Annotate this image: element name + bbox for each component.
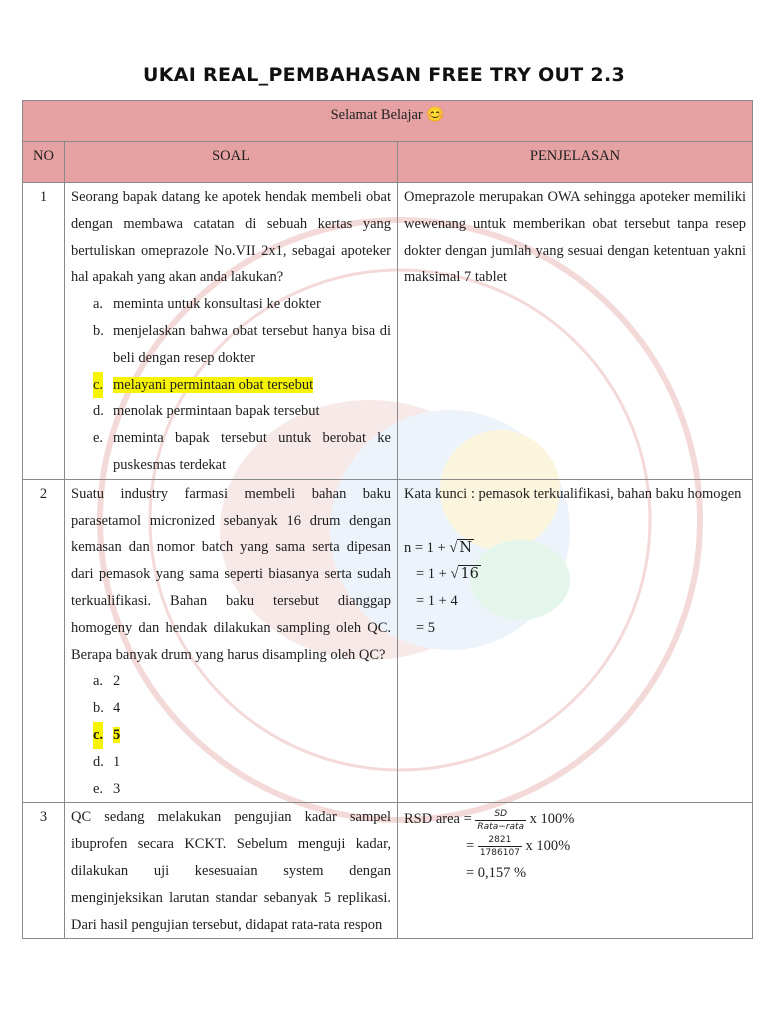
formula-line-1: n = 1 + √ N — [404, 539, 473, 556]
row-number: 1 — [23, 183, 65, 480]
column-header-row — [23, 142, 753, 183]
rsd-formula-line-2: = $\frac{2821}{1786107}$ x 100% — [466, 835, 571, 859]
explanation-cell — [398, 803, 753, 939]
question-text: Suatu industry farmasi membeli bahan baku parasetamol micronized sebanyak 16 drum dengan kemasan dan nomor batch yang sama serta dipesan dari pemasok yang sama seperti biasanya serta sudah terkualifikasi. Bahan baku tersebut dianggap homogeny dan hendak dilakukan sampling oleh QC. Berapa banyak drum yang harus disampling oleh QC? — [71, 485, 391, 663]
sqrt-radicand: 16 — [460, 566, 479, 583]
option-b: b. menjelaskan bahwa obat tersebut hanya bisa di beli dengan resep dokter — [93, 322, 391, 366]
table-row — [23, 479, 753, 803]
explanation-text: Omeprazole merupakan OWA sehingga apoteker memiliki wewenang untuk memberikan obat tersebut tanpa resep dokter dengan jumlah yang sesuai dengan ketentuan yakni maksimal 7 tablet — [404, 189, 747, 286]
sqrt-radicand: N — [459, 539, 473, 556]
qa-table — [22, 100, 753, 939]
option-e: e. meminta bapak tersebut untuk berobat ke puskesmas terdekat — [93, 430, 391, 473]
explanation-text: Kata kunci : pemasok terkualifikasi, bahan baku homogen — [404, 485, 742, 502]
question-cell — [65, 183, 398, 480]
option-list — [71, 668, 391, 802]
sqrt-symbol: √ — [449, 539, 458, 556]
formula-line-2: = 1 + √ 16 — [416, 566, 479, 583]
banner-row — [23, 101, 753, 142]
question-cell — [65, 803, 398, 939]
formula-line-4: = 5 — [416, 619, 436, 636]
question-text: Seorang bapak datang ke apotek hendak membeli obat dengan membawa catatan di sebuah kertas yang bertuliskan omeprazole No.VII 2x1, sebagai apoteker hal apakah yang akan anda lakukan? — [71, 189, 391, 286]
explanation-cell — [398, 479, 753, 803]
explanation-cell — [398, 183, 753, 480]
header-no: NO — [23, 142, 65, 183]
banner-text: Selamat Belajar — [330, 107, 423, 123]
option-a: a. 2 — [93, 673, 121, 690]
table-row — [23, 803, 753, 939]
row-number: 2 — [23, 479, 65, 803]
rsd-formula-line-1: RSD area = $\frac{SD}{\text{Rata−rata}}$ x 100% — [404, 808, 575, 832]
option-c-correct: c. melayani permintaan obat tersebut — [93, 372, 391, 399]
option-d: d. 1 — [93, 753, 121, 770]
smile-emoji-icon: 😊 — [426, 107, 445, 123]
banner-cell — [23, 101, 753, 142]
question-text: QC sedang melakukan pengujian kadar sampel ibuprofen secara KCKT. Sebelum menguji kadar, dilakukan uji kesesuaian system dengan menginjeksikan larutan standar sebanyak 5 replikasi. Dari hasil pengujian tersebut, didapat rata-rata respon — [71, 809, 391, 933]
option-e: e. 3 — [93, 780, 121, 797]
option-c-correct: c. 5 — [93, 722, 391, 749]
rsd-result: = 0,157 % — [466, 864, 527, 881]
row-number: 3 — [23, 803, 65, 939]
question-cell — [65, 479, 398, 803]
page-title: UKAI REAL_PEMBAHASAN FREE TRY OUT 2.3 — [143, 64, 625, 86]
table-row — [23, 183, 753, 480]
option-list — [71, 291, 391, 479]
fraction-values: $\frac{2821}{1786107}$ — [479, 835, 520, 859]
fraction-sd-over-mean: $\frac{SD}{\text{Rata−rata}}$ — [477, 808, 525, 832]
header-soal: SOAL — [65, 142, 398, 183]
option-a: a. meminta untuk konsultasi ke dokter — [93, 296, 321, 313]
option-b: b. 4 — [93, 700, 121, 717]
sqrt-symbol: √ — [450, 566, 459, 583]
option-d: d. menolak permintaan bapak tersebut — [93, 403, 320, 420]
header-penjelasan: PENJELASAN — [398, 142, 753, 183]
formula-line-3: = 1 + 4 — [416, 593, 458, 610]
